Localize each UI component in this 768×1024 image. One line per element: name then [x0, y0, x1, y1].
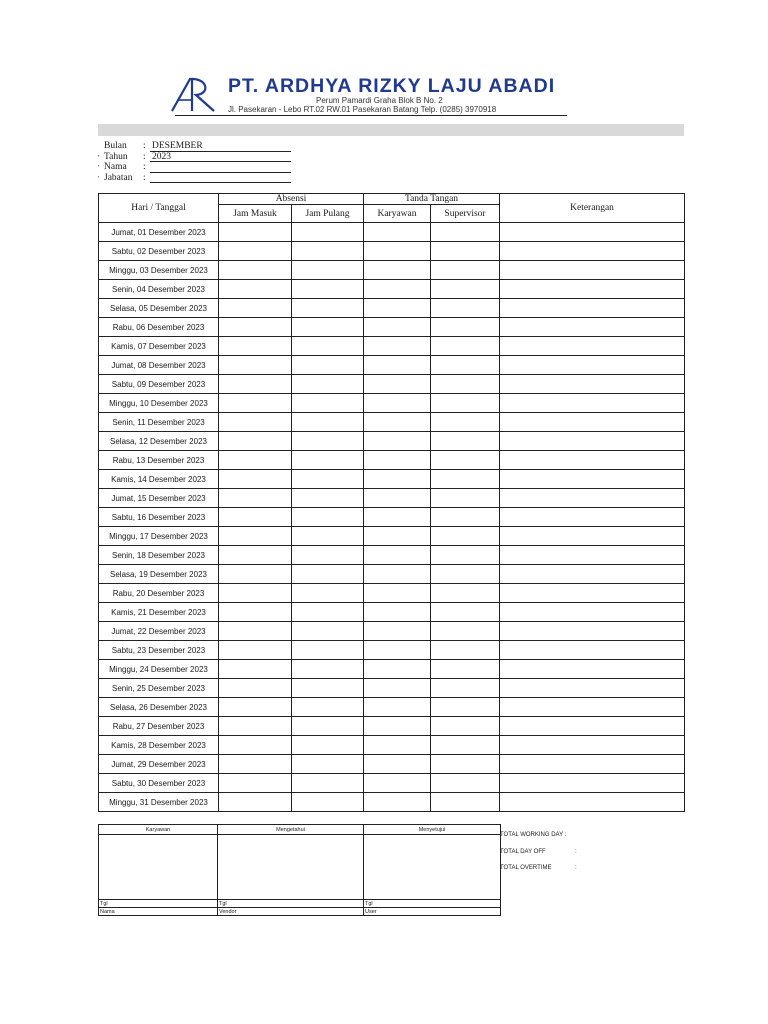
supervisor-sign-cell[interactable]	[431, 337, 500, 356]
karyawan-sign-cell[interactable]	[364, 755, 431, 774]
supervisor-sign-cell[interactable]	[431, 318, 500, 337]
table-row	[99, 470, 685, 489]
row-marker: '	[98, 153, 100, 162]
keterangan-cell[interactable]	[500, 603, 685, 622]
total-label: TOTAL WORKING DAY :	[500, 832, 567, 838]
supervisor-sign-cell[interactable]	[431, 356, 500, 375]
keterangan-cell[interactable]	[500, 394, 685, 413]
day-date-cell: Kamis, 14 Desember 2023	[99, 470, 219, 489]
day-date-cell: Selasa, 19 Desember 2023	[99, 565, 219, 584]
jam-masuk-cell[interactable]	[219, 394, 292, 413]
info-label: Nama	[104, 162, 127, 172]
total-label: TOTAL DAY OFF	[500, 848, 546, 855]
signature-box-mengetahui[interactable]	[218, 835, 364, 900]
info-label: Tahun	[104, 151, 128, 162]
table-row	[99, 641, 685, 660]
day-date-cell: Sabtu, 30 Desember 2023	[99, 774, 219, 793]
jam-pulang-cell[interactable]	[292, 774, 364, 793]
jam-pulang-cell[interactable]	[292, 413, 364, 432]
supervisor-sign-cell[interactable]	[431, 242, 500, 261]
keterangan-cell[interactable]	[500, 793, 685, 812]
supervisor-sign-cell[interactable]	[431, 660, 500, 679]
keterangan-cell[interactable]	[500, 641, 685, 660]
keterangan-cell[interactable]	[500, 261, 685, 280]
jam-pulang-cell[interactable]	[292, 318, 364, 337]
supervisor-sign-cell[interactable]	[431, 641, 500, 660]
jam-pulang-cell[interactable]	[292, 280, 364, 299]
keterangan-cell[interactable]	[500, 451, 685, 470]
table-row	[99, 755, 685, 774]
supervisor-sign-cell[interactable]	[431, 261, 500, 280]
header-karyawan: Karyawan	[364, 205, 431, 223]
total-label: TOTAL OVERTIME	[500, 865, 552, 871]
info-row-nama	[98, 162, 298, 173]
info-underline	[150, 182, 291, 183]
day-date-cell: Senin, 25 Desember 2023	[99, 679, 219, 698]
day-date-cell: Minggu, 24 Desember 2023	[99, 660, 219, 679]
signature-header-karyawan: Karyawan	[99, 825, 218, 835]
supervisor-sign-cell[interactable]	[431, 299, 500, 318]
karyawan-sign-cell[interactable]	[364, 489, 431, 508]
day-date-cell: Minggu, 17 Desember 2023	[99, 527, 219, 546]
header-tanda-tangan: Tanda Tangan	[364, 194, 500, 205]
day-date-cell: Jumat, 01 Desember 2023	[99, 223, 219, 242]
supervisor-sign-cell[interactable]	[431, 717, 500, 736]
karyawan-sign-cell[interactable]	[364, 508, 431, 527]
signature-table	[98, 824, 501, 916]
jam-pulang-cell[interactable]	[292, 432, 364, 451]
jam-pulang-cell[interactable]	[292, 223, 364, 242]
day-date-cell: Minggu, 31 Desember 2023	[99, 793, 219, 812]
supervisor-sign-cell[interactable]	[431, 622, 500, 641]
day-date-cell: Sabtu, 23 Desember 2023	[99, 641, 219, 660]
karyawan-sign-cell[interactable]	[364, 261, 431, 280]
info-colon: :	[143, 151, 146, 162]
attendance-table	[98, 193, 685, 812]
header-jam-pulang: Jam Pulang	[292, 205, 364, 223]
supervisor-sign-cell[interactable]	[431, 280, 500, 299]
jam-masuk-cell[interactable]	[219, 375, 292, 394]
jam-pulang-cell[interactable]	[292, 261, 364, 280]
jam-masuk-cell[interactable]	[219, 641, 292, 660]
row-marker: '	[98, 164, 100, 172]
jam-pulang-cell[interactable]	[292, 527, 364, 546]
signature-name-label: Nama	[99, 908, 218, 916]
karyawan-sign-cell[interactable]	[364, 223, 431, 242]
day-date-cell: Sabtu, 16 Desember 2023	[99, 508, 219, 527]
jam-masuk-cell[interactable]	[219, 223, 292, 242]
karyawan-sign-cell[interactable]	[364, 318, 431, 337]
table-row	[99, 527, 685, 546]
supervisor-sign-cell[interactable]	[431, 679, 500, 698]
signature-date: Tgl	[218, 900, 364, 908]
keterangan-cell[interactable]	[500, 280, 685, 299]
header-supervisor: Supervisor	[431, 205, 500, 223]
info-row-bulan	[98, 141, 298, 152]
jam-pulang-cell[interactable]	[292, 470, 364, 489]
supervisor-sign-cell[interactable]	[431, 413, 500, 432]
employee-info	[98, 141, 298, 183]
jam-pulang-cell[interactable]	[292, 375, 364, 394]
karyawan-sign-cell[interactable]	[364, 356, 431, 375]
day-date-cell: Sabtu, 02 Desember 2023	[99, 242, 219, 261]
jam-masuk-cell[interactable]	[219, 356, 292, 375]
supervisor-sign-cell[interactable]	[431, 223, 500, 242]
karyawan-sign-cell[interactable]	[364, 565, 431, 584]
keterangan-cell[interactable]	[500, 318, 685, 337]
day-date-cell: Minggu, 03 Desember 2023	[99, 261, 219, 280]
day-date-cell: Selasa, 12 Desember 2023	[99, 432, 219, 451]
total-colon: :	[575, 848, 577, 855]
day-date-cell: Senin, 18 Desember 2023	[99, 546, 219, 565]
supervisor-sign-cell[interactable]	[431, 755, 500, 774]
day-date-cell: Jumat, 29 Desember 2023	[99, 755, 219, 774]
table-row	[99, 679, 685, 698]
karyawan-sign-cell[interactable]	[364, 280, 431, 299]
table-row	[99, 337, 685, 356]
company-logo-icon	[170, 76, 218, 114]
jam-pulang-cell[interactable]	[292, 603, 364, 622]
karyawan-sign-cell[interactable]	[364, 679, 431, 698]
table-row	[99, 793, 685, 812]
jam-pulang-cell[interactable]	[292, 451, 364, 470]
info-colon: :	[143, 141, 146, 151]
jam-masuk-cell[interactable]	[219, 793, 292, 812]
keterangan-cell[interactable]	[500, 660, 685, 679]
jam-masuk-cell[interactable]	[219, 508, 292, 527]
karyawan-sign-cell[interactable]	[364, 774, 431, 793]
info-value-bulan[interactable]: DESEMBER	[152, 141, 203, 151]
table-row	[99, 223, 685, 242]
karyawan-sign-cell[interactable]	[364, 451, 431, 470]
supervisor-sign-cell[interactable]	[431, 432, 500, 451]
jam-pulang-cell[interactable]	[292, 565, 364, 584]
header-jam-masuk: Jam Masuk	[219, 205, 292, 223]
jam-masuk-cell[interactable]	[219, 318, 292, 337]
jam-masuk-cell[interactable]	[219, 755, 292, 774]
jam-pulang-cell[interactable]	[292, 717, 364, 736]
supervisor-sign-cell[interactable]	[431, 451, 500, 470]
totals-summary	[500, 832, 577, 882]
karyawan-sign-cell[interactable]	[364, 660, 431, 679]
supervisor-sign-cell[interactable]	[431, 470, 500, 489]
table-row	[99, 508, 685, 527]
table-row	[99, 318, 685, 337]
row-marker: '	[98, 174, 100, 183]
karyawan-sign-cell[interactable]	[364, 432, 431, 451]
table-row	[99, 242, 685, 261]
table-row	[99, 432, 685, 451]
jam-masuk-cell[interactable]	[219, 622, 292, 641]
karyawan-sign-cell[interactable]	[364, 394, 431, 413]
total-working-day	[500, 832, 566, 849]
jam-masuk-cell[interactable]	[219, 261, 292, 280]
total-colon: :	[575, 865, 577, 871]
day-date-cell: Rabu, 06 Desember 2023	[99, 318, 219, 337]
signature-box-karyawan[interactable]	[99, 835, 218, 900]
jam-pulang-cell[interactable]	[292, 299, 364, 318]
day-date-cell: Rabu, 27 Desember 2023	[99, 717, 219, 736]
info-colon: :	[143, 162, 146, 172]
supervisor-sign-cell[interactable]	[431, 546, 500, 565]
jam-masuk-cell[interactable]	[219, 413, 292, 432]
jam-masuk-cell[interactable]	[219, 432, 292, 451]
signature-header-mengetahui: Mengetahui	[218, 825, 364, 835]
keterangan-cell[interactable]	[500, 565, 685, 584]
keterangan-cell[interactable]	[500, 584, 685, 603]
jam-pulang-cell[interactable]	[292, 660, 364, 679]
jam-pulang-cell[interactable]	[292, 337, 364, 356]
jam-masuk-cell[interactable]	[219, 299, 292, 318]
keterangan-cell[interactable]	[500, 698, 685, 717]
info-colon: :	[143, 172, 146, 183]
supervisor-sign-cell[interactable]	[431, 603, 500, 622]
signature-date: Tgl	[99, 900, 218, 908]
keterangan-cell[interactable]	[500, 622, 685, 641]
jam-pulang-cell[interactable]	[292, 489, 364, 508]
info-value-tahun[interactable]: 2023	[152, 151, 171, 162]
jam-pulang-cell[interactable]	[292, 793, 364, 812]
day-date-cell: Selasa, 05 Desember 2023	[99, 299, 219, 318]
table-row	[99, 375, 685, 394]
day-date-cell: Sabtu, 09 Desember 2023	[99, 375, 219, 394]
table-row	[99, 774, 685, 793]
karyawan-sign-cell[interactable]	[364, 793, 431, 812]
jam-pulang-cell[interactable]	[292, 584, 364, 603]
table-row	[99, 451, 685, 470]
day-date-cell: Senin, 04 Desember 2023	[99, 280, 219, 299]
jam-pulang-cell[interactable]	[292, 755, 364, 774]
day-date-cell: Kamis, 07 Desember 2023	[99, 337, 219, 356]
keterangan-cell[interactable]	[500, 717, 685, 736]
jam-masuk-cell[interactable]	[219, 546, 292, 565]
keterangan-cell[interactable]	[500, 679, 685, 698]
karyawan-sign-cell[interactable]	[364, 622, 431, 641]
table-row	[99, 261, 685, 280]
supervisor-sign-cell[interactable]	[431, 489, 500, 508]
karyawan-sign-cell[interactable]	[364, 717, 431, 736]
signature-vendor-label: Vendor	[218, 908, 364, 916]
keterangan-cell[interactable]	[500, 774, 685, 793]
attendance-rows	[99, 223, 685, 812]
table-row	[99, 717, 685, 736]
table-row	[99, 565, 685, 584]
day-date-cell: Kamis, 21 Desember 2023	[99, 603, 219, 622]
signature-box-menyetujui[interactable]	[364, 835, 501, 900]
karyawan-sign-cell[interactable]	[364, 641, 431, 660]
jam-masuk-cell[interactable]	[219, 489, 292, 508]
keterangan-cell[interactable]	[500, 470, 685, 489]
jam-pulang-cell[interactable]	[292, 508, 364, 527]
supervisor-sign-cell[interactable]	[431, 793, 500, 812]
karyawan-sign-cell[interactable]	[364, 736, 431, 755]
day-date-cell: Jumat, 22 Desember 2023	[99, 622, 219, 641]
day-date-cell: Minggu, 10 Desember 2023	[99, 394, 219, 413]
karyawan-sign-cell[interactable]	[364, 603, 431, 622]
day-date-cell: Selasa, 26 Desember 2023	[99, 698, 219, 717]
jam-masuk-cell[interactable]	[219, 470, 292, 489]
day-date-cell: Kamis, 28 Desember 2023	[99, 736, 219, 755]
jam-masuk-cell[interactable]	[219, 280, 292, 299]
info-label: Bulan	[104, 141, 127, 151]
day-date-cell: Jumat, 15 Desember 2023	[99, 489, 219, 508]
jam-pulang-cell[interactable]	[292, 698, 364, 717]
table-row	[99, 698, 685, 717]
keterangan-cell[interactable]	[500, 755, 685, 774]
supervisor-sign-cell[interactable]	[431, 698, 500, 717]
karyawan-sign-cell[interactable]	[364, 470, 431, 489]
jam-pulang-cell[interactable]	[292, 679, 364, 698]
jam-masuk-cell[interactable]	[219, 565, 292, 584]
day-date-cell: Rabu, 13 Desember 2023	[99, 451, 219, 470]
jam-masuk-cell[interactable]	[219, 717, 292, 736]
jam-masuk-cell[interactable]	[219, 451, 292, 470]
jam-masuk-cell[interactable]	[219, 698, 292, 717]
table-row	[99, 413, 685, 432]
jam-pulang-cell[interactable]	[292, 622, 364, 641]
header-absensi: Absensi	[219, 194, 364, 205]
table-row	[99, 603, 685, 622]
jam-masuk-cell[interactable]	[219, 736, 292, 755]
karyawan-sign-cell[interactable]	[364, 698, 431, 717]
table-row	[99, 394, 685, 413]
company-address-line1: Perum Pamardi Graha Blok B No. 2	[316, 96, 443, 105]
keterangan-cell[interactable]	[500, 508, 685, 527]
jam-masuk-cell[interactable]	[219, 337, 292, 356]
supervisor-sign-cell[interactable]	[431, 584, 500, 603]
jam-masuk-cell[interactable]	[219, 603, 292, 622]
supervisor-sign-cell[interactable]	[431, 565, 500, 584]
total-overtime	[500, 865, 577, 882]
keterangan-cell[interactable]	[500, 527, 685, 546]
supervisor-sign-cell[interactable]	[431, 394, 500, 413]
company-name: PT. ARDHYA RIZKY LAJU ABADI	[228, 75, 556, 97]
keterangan-cell[interactable]	[500, 375, 685, 394]
keterangan-cell[interactable]	[500, 432, 685, 451]
day-date-cell: Senin, 11 Desember 2023	[99, 413, 219, 432]
supervisor-sign-cell[interactable]	[431, 736, 500, 755]
signature-date: Tgl	[364, 900, 501, 908]
table-row	[99, 299, 685, 318]
signature-user-label: User	[364, 908, 501, 916]
karyawan-sign-cell[interactable]	[364, 584, 431, 603]
jam-masuk-cell[interactable]	[219, 242, 292, 261]
company-address-line2: Jl. Pasekaran - Lebo RT.02 RW.01 Pasekaran Batang Telp. (0285) 3970918	[228, 105, 497, 114]
day-date-cell: Rabu, 20 Desember 2023	[99, 584, 219, 603]
keterangan-cell[interactable]	[500, 356, 685, 375]
table-row	[99, 660, 685, 679]
day-date-cell: Jumat, 08 Desember 2023	[99, 356, 219, 375]
jam-masuk-cell[interactable]	[219, 660, 292, 679]
jam-pulang-cell[interactable]	[292, 394, 364, 413]
signature-header-menyetujui: Menyetujui	[364, 825, 501, 835]
keterangan-cell[interactable]	[500, 337, 685, 356]
jam-pulang-cell[interactable]	[292, 356, 364, 375]
header-keterangan: Keterangan	[500, 194, 685, 223]
keterangan-cell[interactable]	[500, 736, 685, 755]
keterangan-cell[interactable]	[500, 223, 685, 242]
jam-pulang-cell[interactable]	[292, 242, 364, 261]
jam-masuk-cell[interactable]	[219, 527, 292, 546]
table-row	[99, 356, 685, 375]
karyawan-sign-cell[interactable]	[364, 375, 431, 394]
supervisor-sign-cell[interactable]	[431, 375, 500, 394]
info-label: Jabatan	[104, 172, 133, 183]
jam-masuk-cell[interactable]	[219, 679, 292, 698]
keterangan-cell[interactable]	[500, 546, 685, 565]
supervisor-sign-cell[interactable]	[431, 774, 500, 793]
table-row	[99, 584, 685, 603]
karyawan-sign-cell[interactable]	[364, 337, 431, 356]
supervisor-sign-cell[interactable]	[431, 527, 500, 546]
jam-pulang-cell[interactable]	[292, 641, 364, 660]
title-bar	[98, 124, 684, 136]
jam-pulang-cell[interactable]	[292, 736, 364, 755]
header-day-date: Hari / Tanggal	[99, 194, 219, 223]
keterangan-cell[interactable]	[500, 299, 685, 318]
keterangan-cell[interactable]	[500, 489, 685, 508]
header-divider	[175, 115, 567, 116]
supervisor-sign-cell[interactable]	[431, 508, 500, 527]
karyawan-sign-cell[interactable]	[364, 527, 431, 546]
table-row	[99, 622, 685, 641]
table-row	[99, 736, 685, 755]
table-row	[99, 489, 685, 508]
karyawan-sign-cell[interactable]	[364, 546, 431, 565]
keterangan-cell[interactable]	[500, 242, 685, 261]
karyawan-sign-cell[interactable]	[364, 299, 431, 318]
info-row-jabatan	[98, 173, 298, 184]
jam-masuk-cell[interactable]	[219, 774, 292, 793]
table-row	[99, 280, 685, 299]
jam-pulang-cell[interactable]	[292, 546, 364, 565]
keterangan-cell[interactable]	[500, 413, 685, 432]
karyawan-sign-cell[interactable]	[364, 242, 431, 261]
info-row-tahun	[98, 152, 298, 163]
total-day-off	[500, 848, 577, 866]
table-row	[99, 546, 685, 565]
karyawan-sign-cell[interactable]	[364, 413, 431, 432]
jam-masuk-cell[interactable]	[219, 584, 292, 603]
